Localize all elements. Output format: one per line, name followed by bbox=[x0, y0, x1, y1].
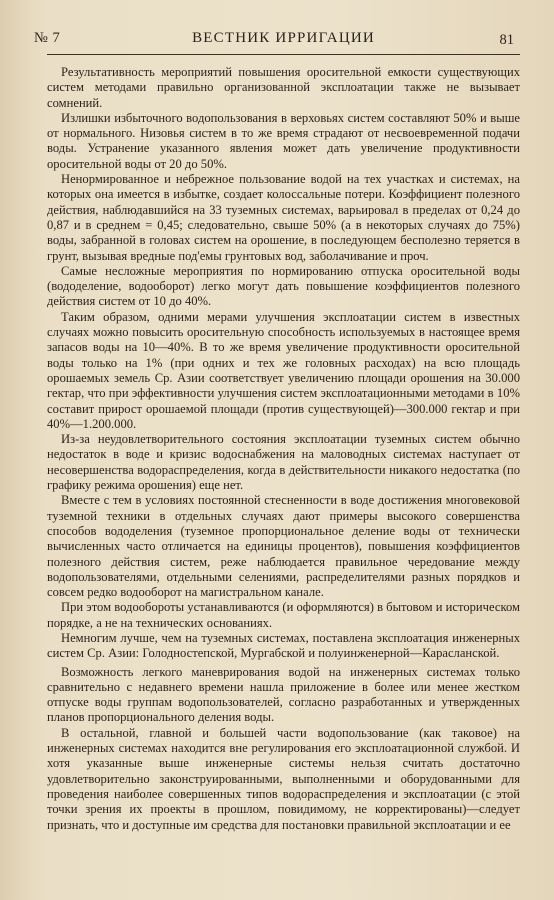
paragraph: Вместе с тем в условиях постоянной стесненности в воде достижения многовековой туземной техники в отдельных случаях дают примеры высокого совершенства способов вододеления (туземное пропорциональное деление воды от технически вычисленных часто отличается на единицы процентов), повышения коэффициентов полезного действия систем, реже наблюдается правильное чередование между водопользователями, отдельными селениями, распределителями разных порядков и совсем редко водооборот на магистральном канале. bbox=[47, 493, 520, 600]
paragraph: Излишки избыточного водопользования в верховьях систем составляют 50% и выше от нормального. Низовья систем в то же время страдают от несвоевременной подачи воды. Устранение указанного явления может дать увеличение продуктивности оросительной воды от 20 до 50%. bbox=[47, 110, 520, 171]
paragraph: Немногим лучше, чем на туземных системах, поставлена эксплоатация инженерных систем Ср. Азии: Голодностепской, Мургабской и полуинженерной—Карасланской. bbox=[47, 630, 520, 661]
paragraph: При этом водообороты устанавливаются (и оформляются) в бытовом и историческом порядке, а не на технических основаниях. bbox=[47, 600, 520, 630]
journal-title: ВЕСТНИК ИРРИГАЦИИ bbox=[192, 30, 375, 46]
issue-number: № 7 bbox=[34, 30, 61, 46]
running-header bbox=[34, 26, 520, 55]
paragraph: Ненормированное и небрежное пользование водой на тех участках и системах, на которых она имеется в избытке, создает колоссальные потери. Коэффициент полезного действия, наблюдавшийся на 33 туземных системах, варьировал в пределах от 0,24 до 0,87 и в среднем = 0,45; следовательно, свыше 50% (а в некоторых случаях до 75%) воды, забранной в головах систем на орошение, в последующем бесполезно теряется в грунт, вызывая вредные под'емы грунтовых вод, заболачивание и проч. bbox=[47, 172, 520, 263]
paragraph: Из-за неудовлетворительного состояния эксплоатации туземных систем обычно недостаток в воде и кризис водоснабжения на маловодных системах наступает от несовершенства водораспределения, когда в действительности никакого недостатка (по графику режима орошения) еще нет. bbox=[47, 432, 520, 493]
paragraph: Результативность мероприятий повышения оросительной емкости существующих систем методами правильно организованной эксплоатации также не вызывает сомнений. bbox=[47, 65, 520, 110]
paragraph: Возможность легкого маневрирования водой на инженерных системах только сравнительно с недавнего времени нашла приложение в более или менее жестком отпуске воды группам водопользователей, согласно разработанных и утвержденных планов пропорционального деления воды. bbox=[47, 664, 520, 725]
article-body bbox=[47, 65, 520, 833]
paragraph: Самые несложные мероприятия по нормированию отпуска оросительной воды (вододеление, водооборот) легко могут дать повышение коэффициентов полезного действия систем от 10 до 40%. bbox=[47, 263, 520, 309]
paragraph: В остальной, главной и большей части водопользование (как таковое) на инженерных системах находится вне регулирования его эксплоатационной службой. И хотя указанные выше инженерные системы нельзя считать достаточно удовлетворительно законструированными, выполненными и оборудованными для проведения наиболее совершенных типов водораспределения и эксплоатации (с этой точки зрения их проекты в прошлом, повидимому, не корректированы)—следует признать, что и доступные им средства для постановки правильной эксплоатации и ее bbox=[47, 725, 520, 832]
paragraph: Таким образом, одними мерами улучшения эксплоатации систем в известных случаях можно повысить оросительную способность используемых в настоящее время запасов воды на 10—40%. В то же время увеличение продуктивности оросительной воды только на 1% (при одних и тех же головных расходах) на всю площадь орошаемых земель Ср. Азии соответствует увеличению площади орошения на 30.000 гектар, что при эффективности улучшения систем эксплоатационными методами в 10% составит прирост орошаемой площади (против существующей)—300.000 гектар и при 40%—1.200.000. bbox=[47, 309, 520, 431]
page-number: 81 bbox=[499, 32, 514, 48]
